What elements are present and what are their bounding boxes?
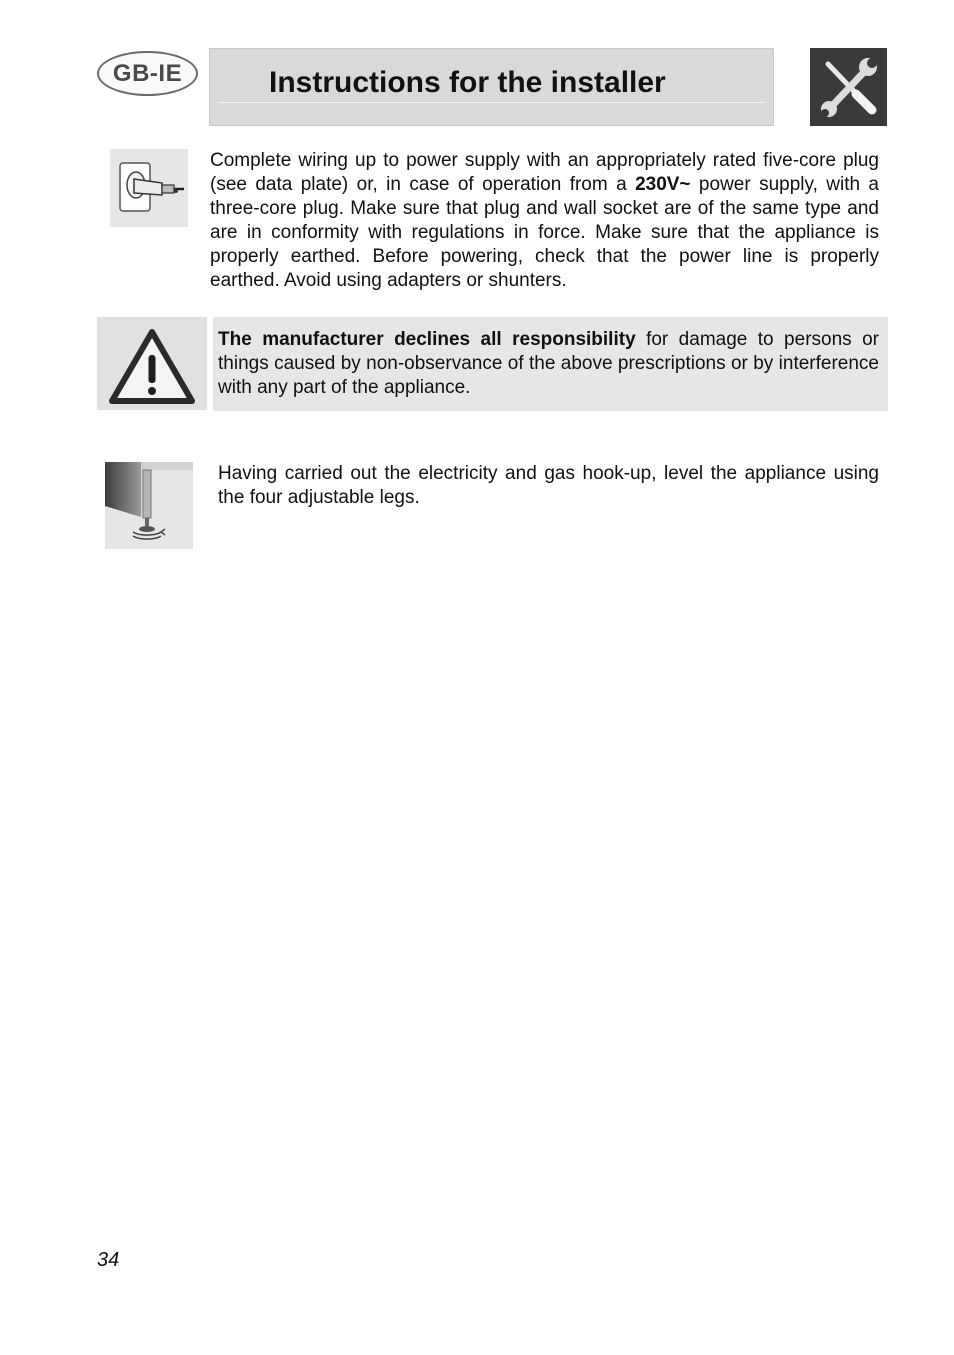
region-badge-label: GB-IE (112, 59, 183, 87)
wrench-screwdriver-icon (810, 48, 887, 126)
wiring-instructions (210, 149, 879, 293)
wiring-text-start: Complete wiring up to power supply with an appropriately rated five-core plug (see data plate) or, in case of operation from a (210, 150, 879, 195)
title-rule (218, 102, 765, 103)
leveling-instructions: Having carried out the electricity and gas hook-up, level the appliance using the four adjustable legs. (218, 463, 879, 508)
warning-triangle-icon (97, 317, 207, 410)
warning-panel (213, 317, 888, 411)
page-title: Instructions for the installer (269, 66, 666, 99)
region-badge (97, 51, 198, 96)
adjustable-leg-icon (105, 462, 193, 549)
voltage-rating: 230V~ (635, 174, 691, 195)
page-number: 34 (97, 1249, 120, 1271)
plug-socket-icon (110, 149, 188, 227)
wiring-text-end: power supply, with a three-core plug. Make sure that plug and wall socket are of the same type and are in conformity with regulations in force. Make sure that the appliance is properly earthed. Before powering, check that the power line is properly earthed. Avoid using adapters or shunters. (210, 174, 879, 291)
warning-bold-lead: The manufacturer declines all responsibility (218, 329, 636, 350)
warning-body: for damage to persons or things caused by non-observance of the above prescriptions or by interference with any part of the appliance. (218, 329, 879, 398)
title-bar (209, 48, 774, 126)
warning-text (218, 328, 879, 400)
